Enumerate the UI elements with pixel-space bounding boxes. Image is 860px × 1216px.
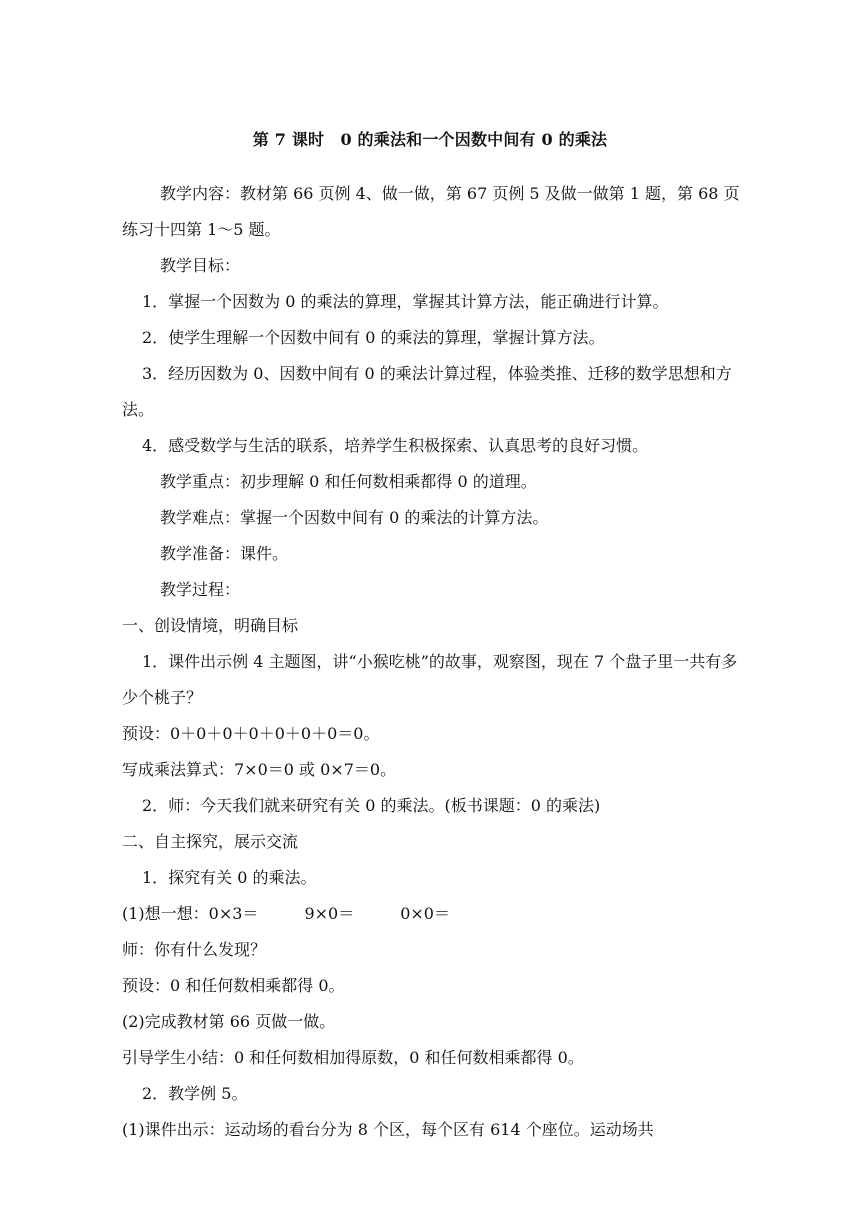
teaching-difficulty: 教学难点：掌握一个因数中间有 0 的乘法的计算方法。 [160,508,549,527]
exercise-line: (2)完成教材第 66 页做一做。 [122,1012,336,1031]
lesson-title: 第 7 课时 0 的乘法和一个因数中间有 0 的乘法 [252,130,608,149]
exercise-line: (1)课件出示：运动场的看台分为 8 个区，每个区有 614 个座位。运动场共 [122,1120,654,1139]
exercise-part: 9×0＝ [304,904,355,923]
section-heading: 二、自主探究，展示交流 [122,832,299,851]
step-item: 2．教学例 5。 [142,1084,248,1103]
exercise-part: (1)想一想：0×3＝ [122,904,259,923]
teaching-content: 教学内容：教材第 66 页例 4、做一做，第 67 页例 5 及做一做第 1 题，第 68 页练习十四第 1～5 题。 [122,184,740,239]
exercise-line [122,896,742,932]
document-body [122,176,742,1148]
preset-text: 预设：0 和任何数相乘都得 0。 [122,976,345,995]
teacher-question: 师：你有什么发现？ [122,940,267,959]
teaching-goals-heading: 教学目标： [160,256,241,275]
goal-item: 3．经历因数为 0、因数中间有 0 的乘法计算过程，体验类推、迁移的数学思想和方法。 [122,364,732,419]
goal-item: 2．使学生理解一个因数中间有 0 的乘法的算理，掌握计算方法。 [142,328,605,347]
step-item: 1．课件出示例 4 主题图，讲“小猴吃桃”的故事，观察图，现在 7 个盘子里一共有多少个桃子？ [122,652,738,707]
teaching-preparation: 教学准备：课件。 [160,544,289,563]
goal-item: 4．感受数学与生活的联系，培养学生积极探索、认真思考的良好习惯。 [142,436,649,455]
goal-item: 1．掌握一个因数为 0 的乘法的算理，掌握其计算方法，能正确进行计算。 [142,292,669,311]
teaching-process-heading: 教学过程： [160,580,241,599]
exercise-part: 0×0＝ [400,904,450,923]
preset-text: 预设：0＋0＋0＋0＋0＋0＋0＝0。 [122,724,380,743]
step-item: 2．师：今天我们就来研究有关 0 的乘法。(板书课题：0 的乘法) [142,796,601,815]
summary-text: 引导学生小结：0 和任何数相加得原数，0 和任何数相乘都得 0。 [122,1048,584,1067]
section-heading: 一、创设情境，明确目标 [122,616,299,635]
step-item: 1．探究有关 0 的乘法。 [142,868,317,887]
teaching-focus: 教学重点：初步理解 0 和任何数相乘都得 0 的道理。 [160,472,537,491]
equation-text: 写成乘法算式：7×0＝0 或 0×7＝0。 [122,760,397,779]
